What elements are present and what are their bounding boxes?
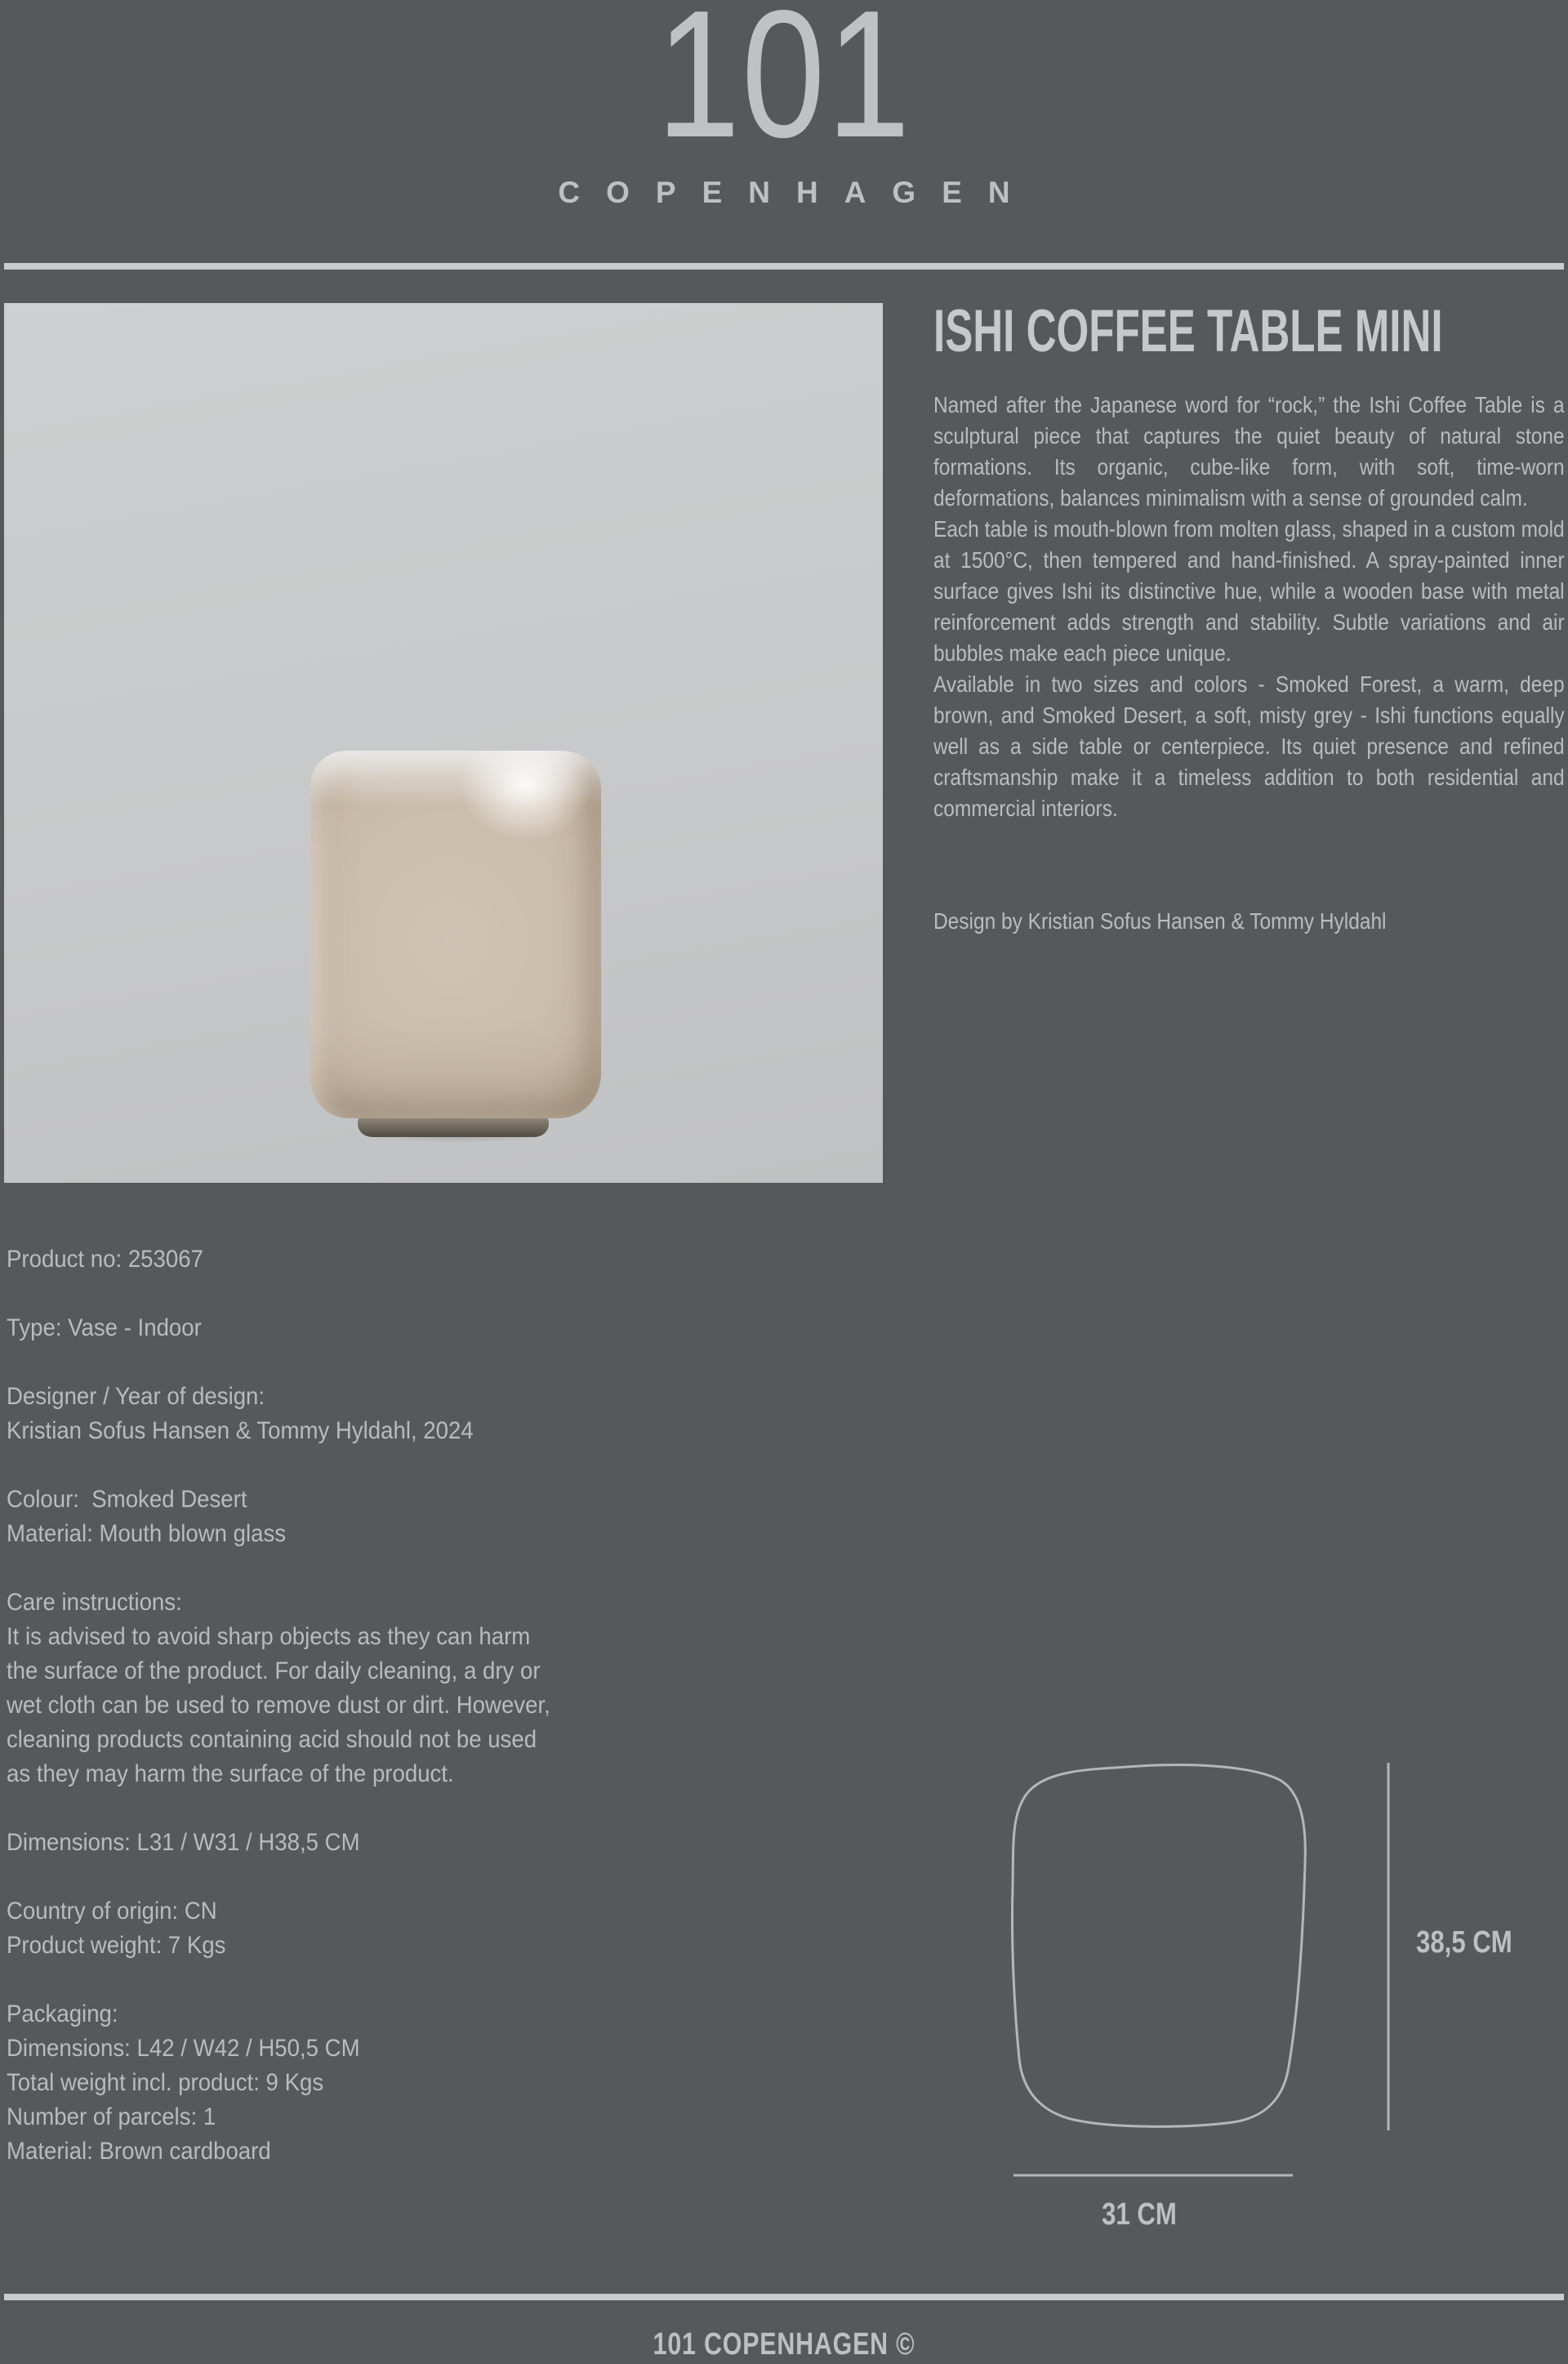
spec-line: Care instructions: <box>7 1589 182 1616</box>
spec-line: Designer / Year of design: <box>7 1383 265 1410</box>
spec-line: Material: Brown cardboard <box>7 2138 271 2165</box>
description-paragraph: Named after the Japanese word for “rock,” the Ishi Coffee Table is a sculptural piece that captures the quiet beauty of natural stone formations. Its organic, cube-like form, with soft, time-worn deformations, balances minimalism with a sense of grounded calm. <box>933 392 1565 511</box>
header-divider <box>4 263 1564 270</box>
spec-line: Country of origin: CN <box>7 1898 217 1925</box>
page-title: ISHI COFFEE TABLE MINI <box>933 298 1443 364</box>
glass-table-body <box>310 751 601 1118</box>
spec-line: Type: Vase - Indoor <box>7 1314 202 1341</box>
product-description <box>933 390 1565 824</box>
product-photo <box>4 303 883 1183</box>
description-paragraph: Available in two sizes and colors - Smoked Forest, a warm, deep brown, and Smoked Desert, a soft, misty grey - Ishi functions equally well as a side table or centerpiece. Its quiet presence and refined craftsmanship make it a timeless addition to both residential and commercial interiors. <box>933 671 1565 821</box>
height-dimension-label: 38,5 CM <box>1416 1925 1512 1960</box>
spec-group-dimensions <box>7 1826 565 1860</box>
spec-group-care <box>7 1586 565 1791</box>
spec-line: Number of parcels: 1 <box>7 2103 216 2130</box>
spec-line: It is advised to avoid sharp objects as they can harm the surface of the product. For daily cleaning, a dry or wet cloth can be used to remove dust or dirt. However, cleaning products containing acid should not be used as they may harm the surface of the product. <box>7 1623 550 1787</box>
spec-line: Total weight incl. product: 9 Kgs <box>7 2069 324 2096</box>
spec-group-origin-weight <box>7 1894 565 1963</box>
spec-line: Product weight: 7 Kgs <box>7 1932 226 1959</box>
footer-brand-text: 101 COPENHAGEN © <box>653 2327 915 2362</box>
description-paragraph: Each table is mouth-blown from molten glass, shaped in a custom mold at 1500°C, then tempered and hand-finished. A spray-painted inner surface gives Ishi its distinctive hue, while a wooden base with metal reinforcement adds strength and stability. Subtle variations and air bubbles make each piece unique. <box>933 516 1565 666</box>
spec-group-product-no <box>7 1242 565 1277</box>
spec-group-type <box>7 1311 565 1345</box>
spec-line: Product no: 253067 <box>7 1246 203 1273</box>
dimension-diagram <box>964 1715 1568 2246</box>
spec-details-column <box>7 1242 565 2203</box>
width-dimension-label: 31 CM <box>1102 2197 1177 2232</box>
spec-line: Dimensions: L42 / W42 / H50,5 CM <box>7 2035 360 2062</box>
footer-divider <box>4 2294 1564 2300</box>
spec-line: Colour: Smoked Desert <box>7 1486 247 1513</box>
brand-logo-number: 101 <box>656 0 912 176</box>
design-credit: Design by Kristian Sofus Hansen & Tommy Hyldahl <box>933 908 1387 934</box>
spec-line: Packaging: <box>7 2000 118 2027</box>
spec-group-packaging <box>7 1997 565 2169</box>
spec-line: Kristian Sofus Hansen & Tommy Hyldahl, 2024 <box>7 1417 474 1444</box>
spec-group-designer <box>7 1380 565 1448</box>
spec-line: Material: Mouth blown glass <box>7 1520 287 1547</box>
product-outline-shape <box>1012 1765 1305 2127</box>
brand-wordmark: COPENHAGEN <box>558 176 1036 209</box>
spec-line: Dimensions: L31 / W31 / H38,5 CM <box>7 1829 360 1856</box>
spec-group-colour-material <box>7 1483 565 1551</box>
